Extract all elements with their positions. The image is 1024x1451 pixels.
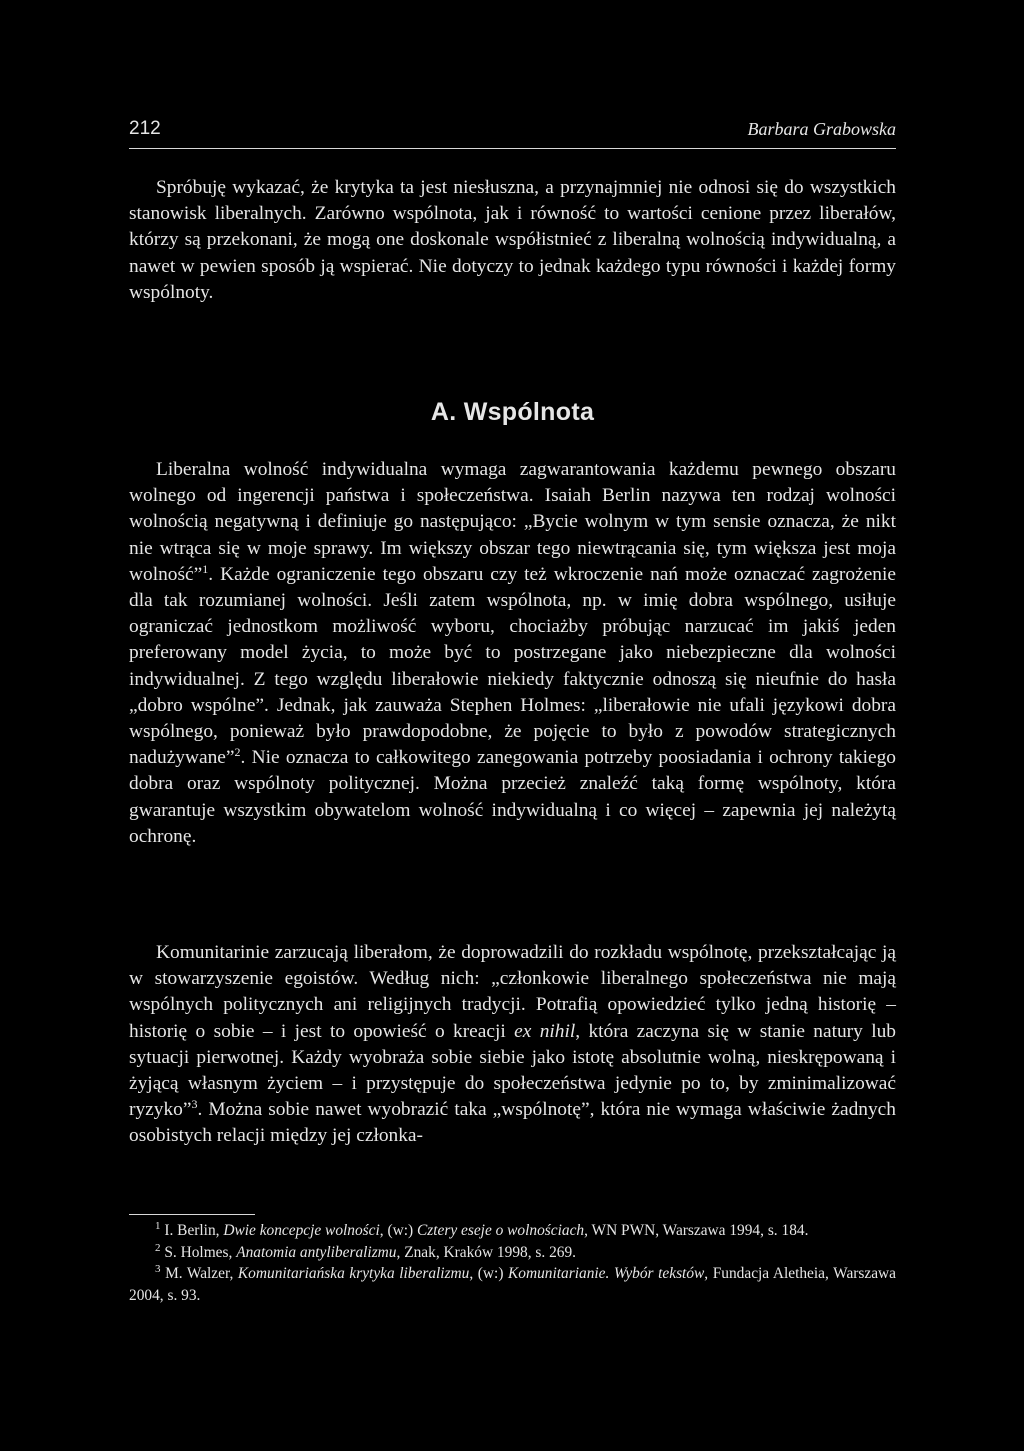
footnote-marker: 3	[155, 1263, 161, 1276]
footnote-author: I. Berlin,	[164, 1222, 224, 1239]
paragraph-2-text-2: . Każde ograniczenie tego obszaru czy też wkroczenie nań może oznaczać zagrożenie dla tak rozumianej wolności. Jeśli zatem wspólnota, np. w imię dobra wspólnego, usiłuje ograniczać jednostkom możliwość wyboru, chociażby próbując narzucać im jakiś jeden preferowany model życia, to może być to postrzegane jako niebezpieczne dla wolności indywidualnej. Z tego względu liberałowie niekiedy faktycznie odnoszą się nieufnie do hasła „dobro wspólne”. Jednak, jak zauważa Stephen Holmes: „liberałowie nie ufali językowi dobra wspólnego, ponieważ było prawdopodobne, że pojęcie to było z powodów strategicznych nadużywane”	[129, 563, 896, 769]
footnote-title: Anatomia antyliberalizmu	[236, 1243, 397, 1261]
paragraph-3-text-1: Komunitarinie zarzucają liberałom, że doprowadzili do rozkładu wspólnotę, przekształcając ją w stowarzyszenie egoistów. Według nich: „członkowie liberalnego społeczeństwa nie mają wspólnych politycznych ani religijnych tradycji. Potrafią opowiedzieć tylko jedną historię – historię o sobie – i jest to opowieść o kreacji	[129, 942, 896, 1042]
footnote-title-2: Komunitarianie. Wybór tekstów	[508, 1265, 705, 1283]
latin-phrase: ex nihil	[514, 1020, 576, 1042]
footnote-title: Dwie koncepcje wolności	[223, 1222, 380, 1239]
paragraph-block-2	[129, 457, 896, 850]
footnote-title-2: Cztery eseje o wolnościach	[416, 1222, 585, 1239]
footnote-author: S. Holmes,	[164, 1243, 237, 1261]
footnote-divider	[129, 1214, 255, 1215]
footnote-ref-2: 2	[234, 745, 241, 760]
section-heading: A. Wspólnota	[430, 398, 595, 426]
intro-paragraph: Spróbuję wykazać, że krytyka ta jest niesłuszna, a przynajmniej nie odnosi się do wszystkich stanowisk liberalnych. Zarówno wspólnota, jak i równość to wartości cenione przez liberałów, którzy są przekonani, że mogą one doskonale współistnieć z liberalną wolnością indywidualną, a nawet w pewien sposób ją wspierać. Nie dotyczy to jednak każdego typu równości i każdej formy wspólnoty.	[129, 177, 896, 303]
footnote-marker: 2	[155, 1241, 161, 1254]
page-number: 212	[129, 118, 161, 139]
footnote-marker: 1	[155, 1220, 161, 1232]
footnote-rest: , Fundacja Aletheia, Warszawa 2004, s. 93.	[129, 1265, 896, 1305]
paragraph-3-text-3: . Można sobie nawet wyobrazić taka „wspólnotę”, która nie wymaga właściwie żadnych osobistych relacji między jej członka-	[129, 1099, 896, 1147]
running-title: Barbara Grabowska	[747, 119, 896, 139]
footnote-author: M. Walzer,	[165, 1265, 238, 1283]
paragraph-2-text-3: . Nie oznacza to całkowitego zanegowania potrzeby poosiadania i ochrony takiego dobra oraz wspólnoty politycznej. Można przecież znaleźć taką formę wspólnoty, która gwarantuje wszystkim obywatelom wolność indywidualną i co więcej – zapewnia jej należytą ochronę.	[129, 747, 896, 847]
footnote-rest: , WN PWN, Warszawa 1994, s. 184.	[584, 1222, 809, 1239]
footnote-middle: , (w:)	[469, 1265, 509, 1283]
footnote-title: Komunitariańska krytyka liberalizmu	[237, 1265, 470, 1283]
intro-paragraph-block	[129, 175, 896, 306]
page-header	[129, 118, 896, 149]
footnote-rest: , Znak, Kraków 1998, s. 269.	[396, 1243, 577, 1261]
footnote-ref-1: 1	[202, 561, 209, 576]
footnote-middle: , (w:)	[379, 1222, 417, 1239]
footnote-1	[129, 1220, 896, 1242]
paragraph-3-text-2: , która zaczyna się w stanie natury lub sytuacji pierwotnej. Każdy wyobraża sobie siebie jako istotę absolutnie wolną, nieskrępowaną i żyjącą własnym życiem – i przystępuje do społeczeństwa jedynie po to, by zminimalizować ryzyko”	[129, 1020, 896, 1121]
footnotes	[129, 1220, 896, 1307]
paragraph-block-3	[129, 940, 896, 1150]
footnote-3	[129, 1263, 896, 1306]
paragraph-2-text-1: Liberalna wolność indywidualna wymaga zagwarantowania każdemu pewnego obszaru wolnego od ingerencji państwa i społeczeństwa. Isaiah Berlin nazywa ten rodzaj wolności wolnością negatywną i definiuje go następująco: „Bycie wolnym w tym sensie oznacza, że nikt nie wtrąca się w moje sprawy. Im większy obszar tego niewtrącania się, tym większa jest moja wolność”	[129, 459, 896, 585]
footnote-2	[129, 1242, 896, 1264]
footnote-ref-3: 3	[191, 1097, 198, 1112]
paragraph-2	[129, 457, 896, 850]
paragraph-3	[129, 940, 896, 1150]
